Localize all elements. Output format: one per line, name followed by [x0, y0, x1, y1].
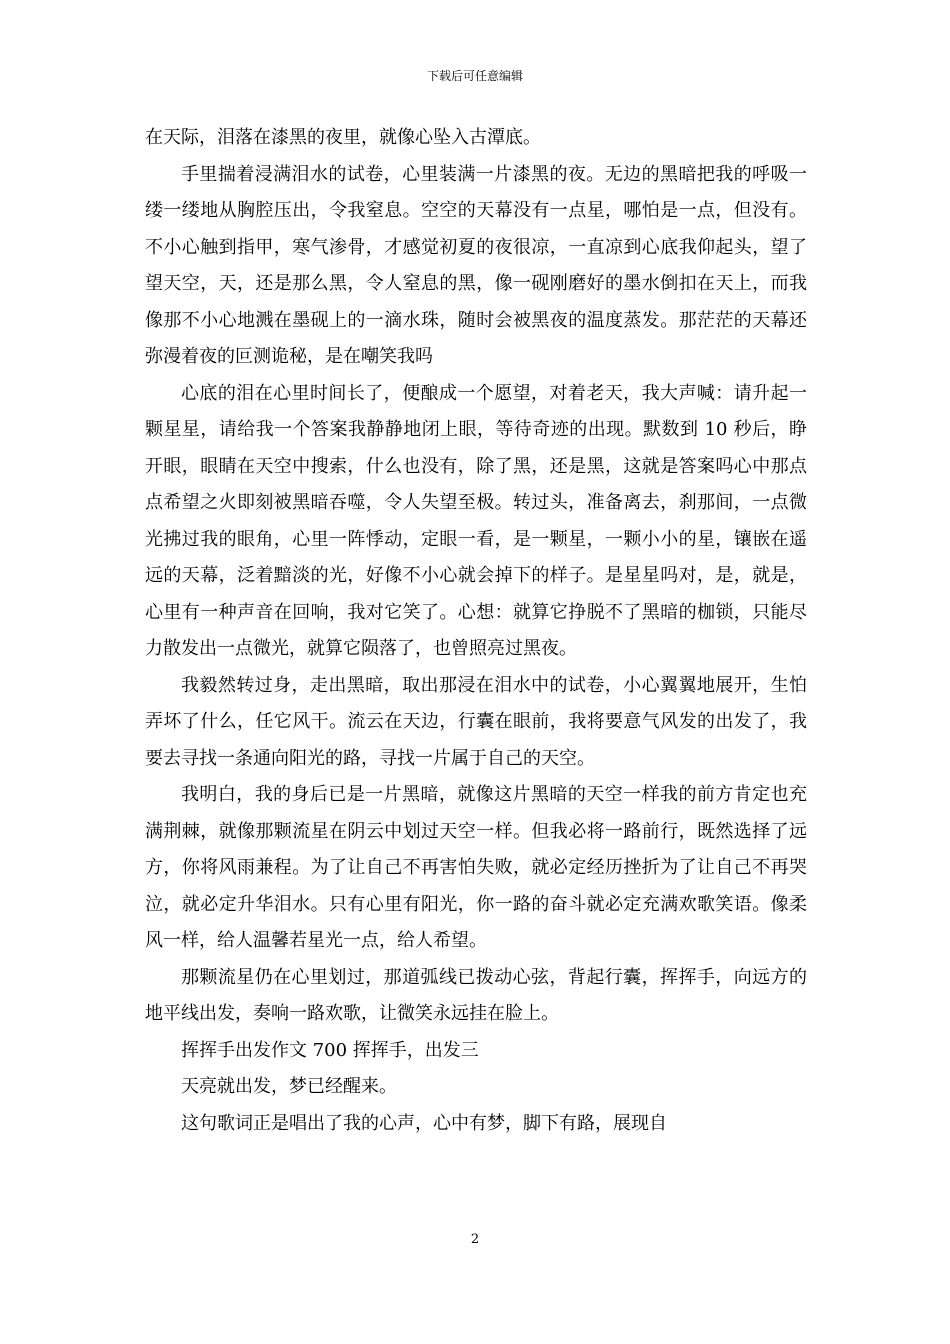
paragraph: 我明白，我的身后已是一片黑暗，就像这片黑暗的天空一样我的前方肯定也充满荆棘，就像那颗流星在阴云中划过天空一样。但我必将一路前行，既然选择了远方，你将风雨兼程。为了让自己不再害怕失败，就必定经历挫折为了让自己不再哭泣，就必定升华泪水。只有心里有阳光，你一路的奋斗就必定充满欢歌笑语。像柔风一样，给人温馨若星光一点，给人希望。 — [145, 784, 807, 951]
document-body — [145, 120, 807, 1142]
page-number: 2 — [470, 1232, 480, 1247]
paragraph-continuation: 在天际，泪落在漆黑的夜里，就像心坠入古潭底。 — [145, 127, 541, 148]
paragraph: 这句歌词正是唱出了我的心声，心中有梦，脚下有路，展现自 — [181, 1112, 667, 1134]
paragraph: 心底的泪在心里时间长了，便酿成一个愿望，对着老天，我大声喊：请升起一颗星星，请给我一个答案我静静地闭上眼，等待奇迹的出现。默数到 10 秒后，睁开眼，眼睛在天空中搜索，什么也没有，除了黑，还是黑，这就是答案吗心中那点点希望之火即刻被黑暗吞噬，令人失望至极。转过头，准备离去，刹那间，一点微光拂过我的眼角，心里一阵悸动，定眼一看，是一颗星，一颗小小的星，镶嵌在遥远的天幕，泛着黯淡的光，好像不小心就会掉下的样子。是星星吗对，是，就是，心里有一种声音在回响，我对它笑了。心想：就算它挣脱不了黑暗的枷锁，只能尽力散发出一点微光，就算它陨落了，也曾照亮过黑夜。 — [145, 382, 807, 659]
paragraph: 天亮就出发，梦已经醒来。 — [181, 1076, 397, 1097]
page-header: 下载后可任意编辑 — [426, 69, 523, 83]
essay-title-line: 挥挥手出发作文 700 挥挥手，出发三 — [181, 1039, 479, 1061]
paragraph: 手里揣着浸满泪水的试卷，心里装满一片漆黑的夜。无边的黑暗把我的呼吸一缕一缕地从胸腔压出，令我窒息。空空的天幕没有一点星，哪怕是一点，但没有。不小心触到指甲，寒气渗骨，才感觉初夏的夜很凉，一直凉到心底我仰起头，望了望天空，天，还是那么黑，令人窒息的黑，像一砚刚磨好的墨水倒扣在天上，而我像那不小心地溅在墨砚上的一滴水珠，随时会被黑夜的温度蒸发。那茫茫的天幕还弥漫着夜的叵测诡秘，是在嘲笑我吗 — [145, 163, 807, 367]
paragraph: 那颗流星仍在心里划过，那道弧线已拨动心弦，背起行囊，挥挥手，向远方的地平线出发，奏响一路欢歌，让微笑永远挂在脸上。 — [145, 966, 807, 1024]
paragraph: 我毅然转过身，走出黑暗，取出那浸在泪水中的试卷，小心翼翼地展开，生怕弄坏了什么，任它风干。流云在天边，行囊在眼前，我将要意气风发的出发了，我要去寻找一条通向阳光的路，寻找一片属于自己的天空。 — [145, 674, 807, 769]
